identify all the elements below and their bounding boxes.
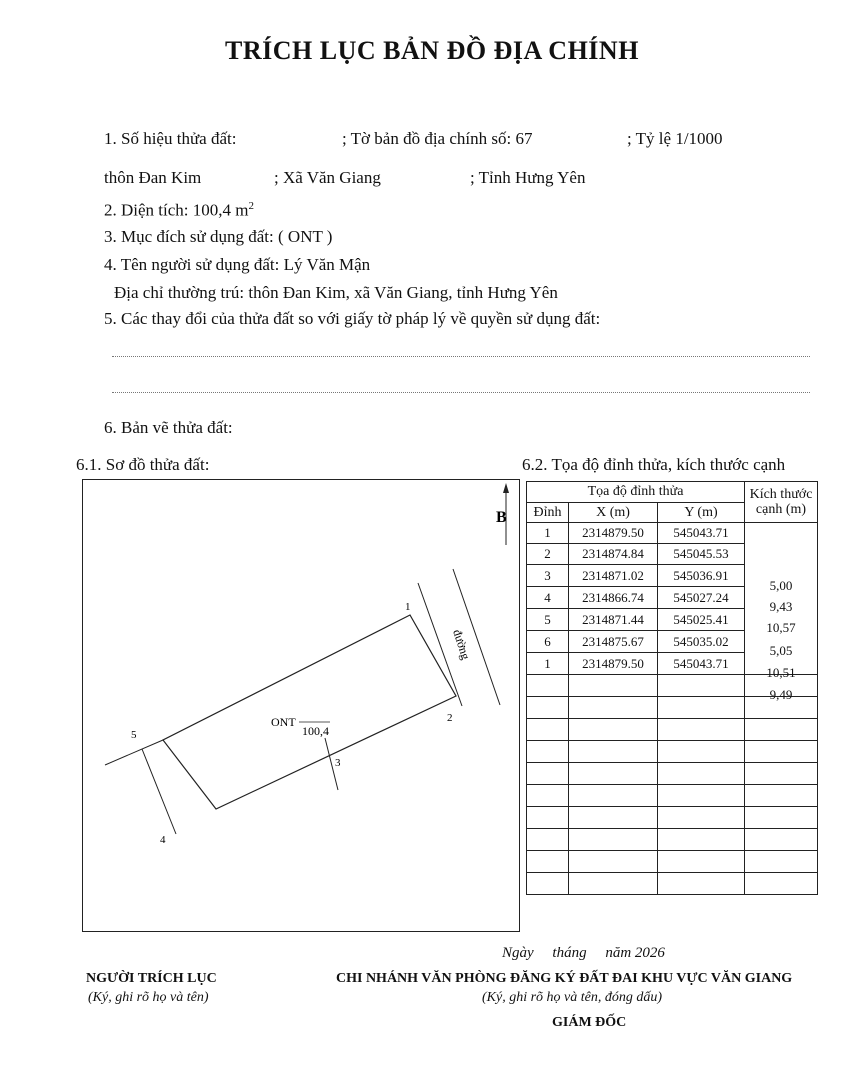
edge-length: 5,05 — [769, 643, 793, 658]
vertex-cell: 3 — [527, 565, 569, 587]
road-label: đường — [450, 627, 473, 662]
header-coords: Tọa độ đỉnh thửa — [527, 482, 745, 503]
vertex-label: 4 — [160, 834, 166, 846]
y-cell: 545035.02 — [658, 631, 745, 653]
page-title: TRÍCH LỤC BẢN ĐỒ ĐỊA CHÍNH — [225, 36, 639, 65]
neighbor-boundary — [142, 749, 176, 834]
left-signer-sub: (Ký, ghi rõ họ và tên) — [88, 990, 209, 1005]
vertex-cell: 6 — [527, 631, 569, 653]
vertex-label: 2 — [447, 712, 453, 724]
x-cell: 2314871.02 — [569, 565, 658, 587]
province: ; Tỉnh Hưng Yên — [470, 168, 586, 187]
area — [104, 200, 254, 221]
area-unit-sup: 2 — [248, 200, 254, 212]
coordinates-table — [526, 481, 818, 895]
vertex-label: 1 — [405, 601, 411, 613]
changes-label: 5. Các thay đổi của thửa đất so với giấy tờ pháp lý về quyền sử dụng đất: — [104, 309, 601, 328]
sketch-title: 6.1. Sơ đồ thửa đất: — [76, 455, 210, 474]
village: thôn Đan Kim — [104, 168, 202, 187]
owner-address: Địa chỉ thường trú: thôn Đan Kim, xã Văn Giang, tỉnh Hưng Yên — [114, 283, 558, 302]
x-cell: 2314874.84 — [569, 544, 658, 565]
vertex-cell: 1 — [527, 653, 569, 675]
y-cell: 545025.41 — [658, 609, 745, 631]
left-signer-title: NGƯỜI TRÍCH LỤC — [86, 971, 217, 986]
y-cell: 545036.91 — [658, 565, 745, 587]
right-signer-sub: (Ký, ghi rõ họ và tên, đóng dấu) — [482, 990, 663, 1005]
scale: ; Tỷ lệ 1/1000 — [627, 129, 723, 148]
vertex-label: 5 — [131, 729, 137, 741]
col-vertex: Đỉnh — [527, 503, 569, 523]
right-signer-title: CHI NHÁNH VĂN PHÒNG ĐĂNG KÝ ĐẤT ĐAI KHU VỰC VĂN GIANG — [336, 971, 793, 986]
header-size — [745, 482, 818, 523]
edge-lengths-cell — [745, 523, 818, 702]
north-arrow-head-icon — [503, 483, 509, 493]
owner-name: 4. Tên người sử dụng đất: Lý Văn Mận — [104, 255, 371, 274]
dotted-line — [112, 356, 810, 357]
y-cell: 545045.53 — [658, 544, 745, 565]
dotted-line — [112, 392, 810, 393]
drawing-label: 6. Bản vẽ thửa đất: — [104, 418, 233, 437]
x-cell: 2314875.67 — [569, 631, 658, 653]
vertex-cell: 5 — [527, 609, 569, 631]
parcel-boundary — [163, 615, 456, 809]
x-cell: 2314866.74 — [569, 587, 658, 609]
vertex-cell: 2 — [527, 544, 569, 565]
edge-length: 10,57 — [766, 620, 796, 635]
commune: ; Xã Văn Giang — [274, 168, 381, 187]
header-size-line1: Kích thước — [749, 487, 813, 502]
col-y: Y (m) — [658, 503, 745, 523]
neighbor-boundary — [105, 740, 163, 765]
y-cell: 545043.71 — [658, 523, 745, 544]
x-cell: 2314871.44 — [569, 609, 658, 631]
north-label: B — [496, 509, 507, 526]
signing-date: Ngày tháng năm 2026 — [502, 945, 665, 961]
right-signer-role: GIÁM ĐỐC — [552, 1015, 627, 1030]
edge-length: 10,51 — [766, 665, 796, 680]
land-area: 100,4 — [302, 724, 329, 738]
edge-length: 9,43 — [769, 599, 793, 614]
plot-sketch — [82, 479, 520, 932]
edge-length: 9,49 — [769, 687, 793, 702]
edge-length: 5,00 — [769, 578, 793, 593]
y-cell: 545027.24 — [658, 587, 745, 609]
area-label: 2. Diện tích: 100,4 m — [104, 200, 249, 220]
map-sheet: ; Tờ bản đồ địa chính số: 67 — [342, 129, 533, 148]
vertex-label: 3 — [335, 757, 341, 769]
vertex-cell: 1 — [527, 523, 569, 544]
y-cell: 545043.71 — [658, 653, 745, 675]
x-cell: 2314879.50 — [569, 653, 658, 675]
vertex-cell: 4 — [527, 587, 569, 609]
col-x: X (m) — [569, 503, 658, 523]
sketch-frame — [83, 480, 520, 932]
land-code: ONT — [271, 715, 296, 729]
header-size-line2: cạnh (m) — [755, 502, 807, 517]
coords-title: 6.2. Tọa độ đỉnh thửa, kích thước cạnh — [522, 455, 786, 474]
x-cell: 2314879.50 — [569, 523, 658, 544]
land-purpose: 3. Mục đích sử dụng đất: ( ONT ) — [104, 227, 333, 246]
plot-number-label: 1. Số hiệu thửa đất: — [104, 129, 237, 148]
